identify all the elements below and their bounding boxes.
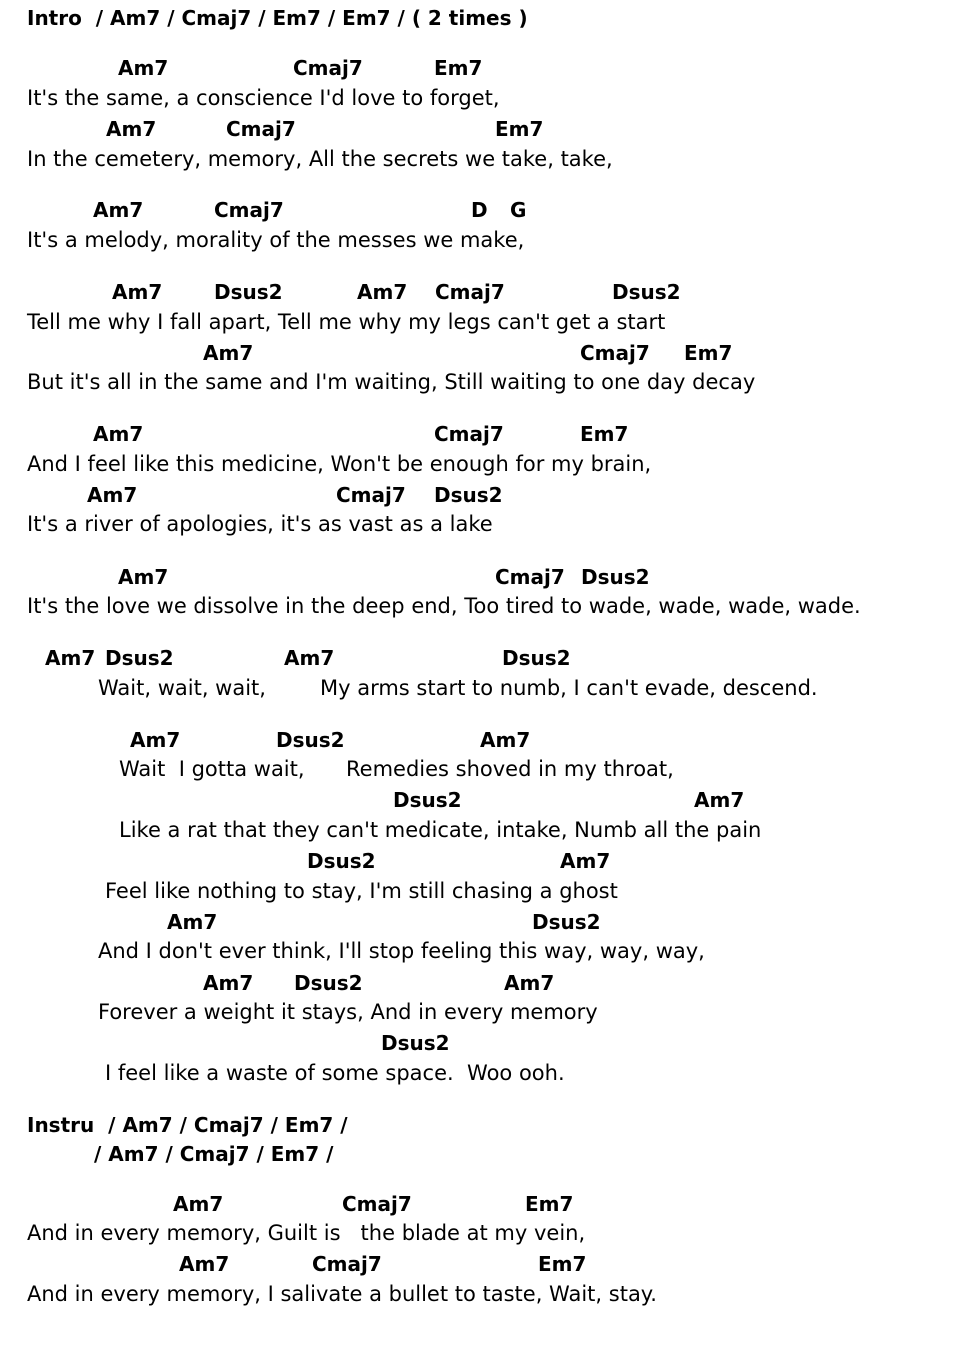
chord: Am7 bbox=[106, 117, 157, 141]
lyric-line: It's the same, a conscience I'd love to forget, bbox=[27, 86, 500, 110]
chord: Dsus2 bbox=[532, 910, 601, 934]
chord: G bbox=[510, 198, 527, 222]
chord: Cmaj7 bbox=[434, 422, 504, 446]
chord: Am7 bbox=[130, 728, 181, 752]
chord: Cmaj7 bbox=[435, 280, 505, 304]
lyric-line: In the cemetery, memory, All the secrets we take, take, bbox=[27, 147, 613, 171]
chord: Cmaj7 bbox=[226, 117, 296, 141]
chord: Em7 bbox=[580, 422, 629, 446]
chord: Cmaj7 bbox=[293, 56, 363, 80]
chord: Em7 bbox=[525, 1192, 574, 1216]
lyric-line: I feel like a waste of some space. Woo ooh. bbox=[105, 1061, 565, 1085]
chord: Am7 bbox=[45, 646, 96, 670]
chord: Dsus2 bbox=[381, 1031, 450, 1055]
chord: Dsus2 bbox=[581, 565, 650, 589]
lyric-line: And I don't ever think, I'll stop feeling this way, way, way, bbox=[98, 939, 705, 963]
lyric-line: It's a river of apologies, it's as vast as a lake bbox=[27, 512, 493, 536]
lyric-line: It's a melody, morality of the messes we make, bbox=[27, 228, 525, 252]
chord: Em7 bbox=[684, 341, 733, 365]
lyric-line: But it's all in the same and I'm waiting, Still waiting to one day decay bbox=[27, 370, 756, 394]
lyric-line: Forever a weight it stays, And in every memory bbox=[98, 1000, 598, 1024]
chord: Am7 bbox=[173, 1192, 224, 1216]
chord: Am7 bbox=[480, 728, 531, 752]
chord: D bbox=[471, 198, 488, 222]
chord: Am7 bbox=[179, 1252, 230, 1276]
chord: Cmaj7 bbox=[336, 483, 406, 507]
chord: Cmaj7 bbox=[342, 1192, 412, 1216]
chord: Cmaj7 bbox=[495, 565, 565, 589]
chord: Am7 bbox=[203, 971, 254, 995]
chord: Cmaj7 bbox=[580, 341, 650, 365]
chord: Am7 bbox=[694, 788, 745, 812]
chord: Am7 bbox=[203, 341, 254, 365]
chord: Am7 bbox=[560, 849, 611, 873]
chord: Dsus2 bbox=[294, 971, 363, 995]
lyric-line: It's the love we dissolve in the deep end, Too tired to wade, wade, wade, wade. bbox=[27, 594, 861, 618]
lyric-line: My arms start to numb, I can't evade, descend. bbox=[320, 676, 818, 700]
lyric-line: Feel like nothing to stay, I'm still chasing a ghost bbox=[105, 879, 618, 903]
instru-line-1: Instru / Am7 / Cmaj7 / Em7 / bbox=[27, 1113, 348, 1137]
chord: Dsus2 bbox=[502, 646, 571, 670]
chord: Dsus2 bbox=[393, 788, 462, 812]
chord: Am7 bbox=[284, 646, 335, 670]
chord: Cmaj7 bbox=[312, 1252, 382, 1276]
lyric-line: Like a rat that they can't medicate, intake, Numb all the pain bbox=[119, 818, 762, 842]
chord: Am7 bbox=[112, 280, 163, 304]
chord: Am7 bbox=[118, 565, 169, 589]
chord: Dsus2 bbox=[214, 280, 283, 304]
chord: Cmaj7 bbox=[214, 198, 284, 222]
chord: Dsus2 bbox=[276, 728, 345, 752]
chord: Em7 bbox=[495, 117, 544, 141]
chord: Am7 bbox=[504, 971, 555, 995]
intro-line: Intro / Am7 / Cmaj7 / Em7 / Em7 / ( 2 times ) bbox=[27, 6, 528, 30]
lyric-line: Remedies shoved in my throat, bbox=[346, 757, 674, 781]
chord: Am7 bbox=[87, 483, 138, 507]
chord: Am7 bbox=[93, 198, 144, 222]
chord: Am7 bbox=[93, 422, 144, 446]
chord: Dsus2 bbox=[434, 483, 503, 507]
chord: Em7 bbox=[538, 1252, 587, 1276]
lyric-line: And in every memory, Guilt is the blade at my vein, bbox=[27, 1221, 586, 1245]
chord: Am7 bbox=[357, 280, 408, 304]
lyric-line: Wait I gotta wait, bbox=[119, 757, 305, 781]
lyric-line: And I feel like this medicine, Won't be enough for my brain, bbox=[27, 452, 652, 476]
lyric-line: Tell me why I fall apart, Tell me why my legs can't get a start bbox=[27, 310, 666, 334]
chord: Dsus2 bbox=[612, 280, 681, 304]
chord: Dsus2 bbox=[307, 849, 376, 873]
chord: Dsus2 bbox=[105, 646, 174, 670]
lyric-line: And in every memory, I salivate a bullet to taste, Wait, stay. bbox=[27, 1282, 657, 1306]
chord: Am7 bbox=[167, 910, 218, 934]
instru-line-2: / Am7 / Cmaj7 / Em7 / bbox=[94, 1142, 334, 1166]
chord: Em7 bbox=[434, 56, 483, 80]
chord: Am7 bbox=[118, 56, 169, 80]
lyric-line: Wait, wait, wait, bbox=[98, 676, 266, 700]
